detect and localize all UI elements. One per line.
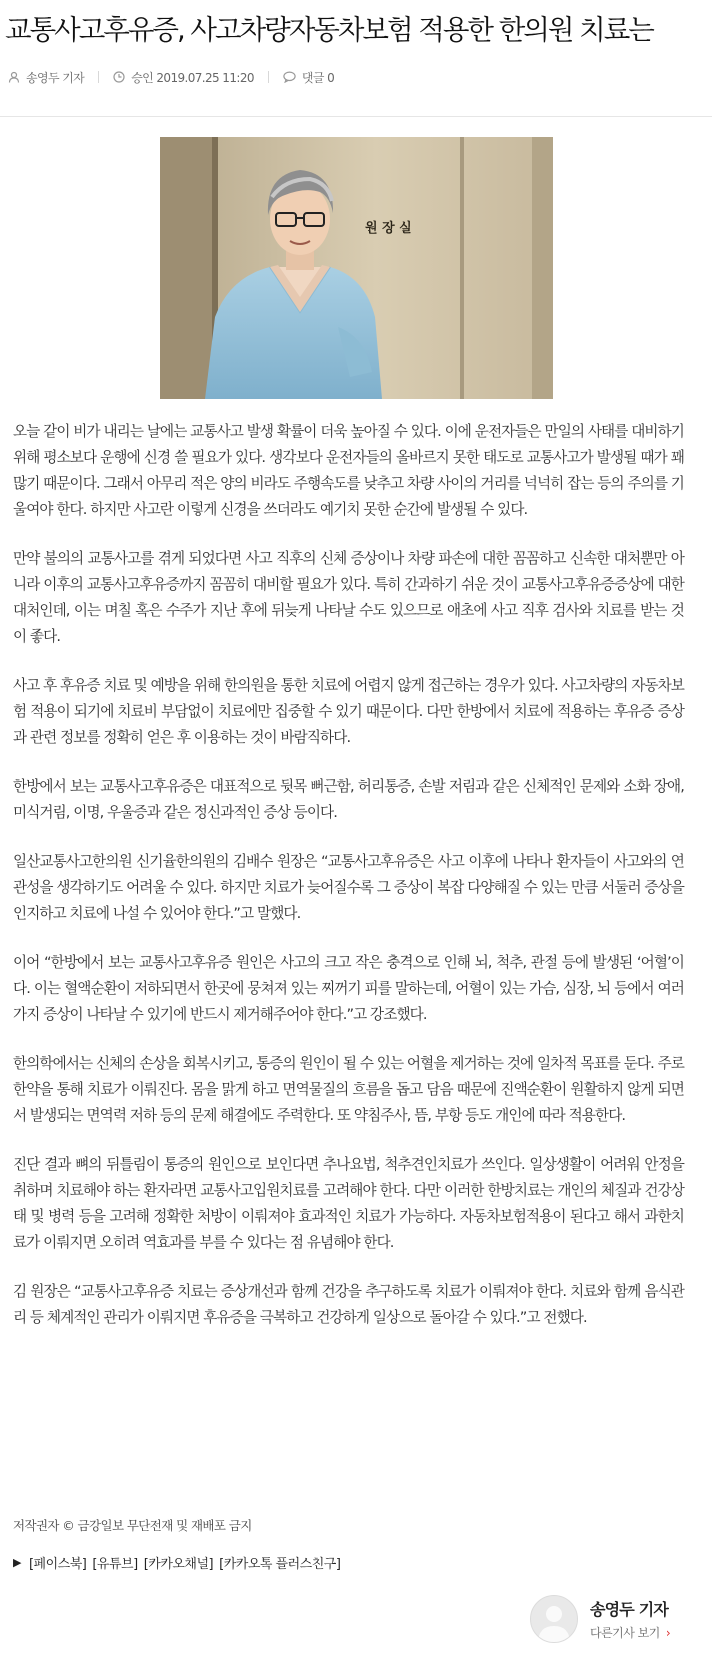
approved-meta [113, 69, 254, 86]
copyright-notice: 저작권자 © 금강일보 무단전재 및 재배포 금지 [13, 1518, 252, 1533]
meta-divider [98, 71, 99, 83]
article-body [13, 419, 684, 1354]
share-kakao-channel-link[interactable]: [카카오채널] [143, 1557, 214, 1572]
office-sign: 원 장 실 [365, 221, 412, 236]
article-paragraph: 이어 “한방에서 보는 교통사고후유증 원인은 사고의 크고 작은 충격으로 인해 뇌, 척추, 관절 등에 발생된 ‘어혈’이다. 이는 혈액순환이 저하되면서 한곳에 뭉쳐져 있는 찌꺼기 피를 말하는데, 어혈이 있는 가슴, 심장, 뇌 등에서 여러 가지 증상이 나타날 수 있기에 반드시 제거해주어야 한다.”고 강조했다. [13, 954, 684, 1023]
author-name[interactable]: 송영두 기자 [26, 70, 85, 85]
clock-icon [113, 71, 125, 83]
article-paragraph: 진단 결과 뼈의 뒤틀림이 통증의 원인으로 보인다면 추나요법, 척추견인치료가 쓰인다. 일상생활이 어려워 안정을 취하며 치료해야 하는 환자라면 교통사고입원치료를 고려해야 한다. 다만 이러한 한방치료는 개인의 체질과 건강상태 및 병력 등을 고려해 정확한 처방이 이뤄져야 효과적인 치료가 가능하다. 자동차보험적용이 된다고 해서 과한치료가 이뤄지면 오히려 역효과를 부를 수 있다는 점 유념해야 한다. [13, 1156, 684, 1251]
article-paragraph: 일산교통사고한의원 신기율한의원의 김배수 원장은 “교통사고후유증은 사고 이후에 나타나 환자들이 사고와의 연관성을 생각하기도 어려울 수 있다. 하지만 치료가 늦어질수록 그 증상이 복잡 다양해질 수 있는 만큼 서둘러 증상을 인지하고 치료에 나설 수 있어야 한다.”고 말했다. [13, 853, 684, 922]
comments-meta[interactable] [283, 69, 334, 86]
article-paragraph: 김 원장은 “교통사고후유증 치료는 증상개선과 함께 건강을 추구하도록 치료가 이뤄져야 한다. 치료와 함께 음식관리 등 체계적인 관리가 이뤄지면 후유증을 극복하고 건강하게 일상으로 돌아갈 수 있다.”고 전했다. [13, 1283, 684, 1326]
share-links [13, 1553, 346, 1572]
article-paragraph: 한의학에서는 신체의 손상을 회복시키고, 통증의 원인이 될 수 있는 어혈을 제거하는 것에 일차적 목표를 둔다. 주로 한약을 통해 치료가 이뤄진다. 몸을 맑게 하고 면역물질의 흐름을 돕고 담음 때문에 진액순환이 원활하지 않게 되면서 발생되는 면역력 저하 등의 문제 해결에도 주력한다. 또 약침주사, 뜸, 부항 등도 개인에 따라 적용한다. [13, 1055, 684, 1124]
reporter-name[interactable]: 송영두 기자 [590, 1600, 669, 1619]
article-paragraph: 만약 불의의 교통사고를 겪게 되었다면 사고 직후의 신체 증상이나 차량 파손에 대한 꼼꼼하고 신속한 대처뿐만 아니라 이후의 교통사고후유증까지 꼼꼼히 대비할 필요가 있다. 특히 간과하기 쉬운 것이 교통사고후유증증상에 대한 대처인데, 이는 며칠 혹은 수주가 지난 후에 뒤늦게 나타날 수도 있으므로 애초에 사고 직후 검사와 치료를 받는 것이 좋다. [13, 550, 684, 645]
default-avatar-icon [531, 1596, 577, 1642]
approved-time: 승인 2019.07.25 11:20 [131, 70, 254, 85]
share-facebook-link[interactable]: [페이스북] [28, 1557, 87, 1572]
chevron-right-icon: › [665, 1625, 671, 1640]
article-paragraph: 오늘 같이 비가 내리는 날에는 교통사고 발생 확률이 더욱 높아질 수 있다. 이에 운전자들은 만일의 사태를 대비하기 위해 평소보다 운행에 신경 쓸 필요가 있다. 생각보다 운전자들의 올바르지 못한 태도로 교통사고가 발생될 때가 꽤 많기 때문이다. 그래서 아무리 적은 양의 비라도 주행속도를 낮추고 차량 사이의 거리를 넉넉히 잡는 등의 주의를 기울여야 한다. 하지만 사고란 이렇게 신경을 쓰더라도 예기치 못한 순간에 발생될 수 있다. [13, 423, 684, 518]
user-icon [8, 71, 20, 83]
reporter-box [530, 1595, 670, 1643]
share-kakaotalk-plusfriend-link[interactable]: [카카오톡 플러스친구] [219, 1557, 341, 1572]
reporter-info [590, 1597, 670, 1641]
article-paragraph: 한방에서 보는 교통사고후유증은 대표적으로 뒷목 뻐근함, 허리통증, 손발 저림과 같은 신체적인 문제와 소화 장애, 미식거림, 이명, 우울증과 같은 정신과적인 증상 등이다. [13, 778, 684, 821]
comment-icon [283, 71, 296, 83]
article-title: 교통사고후유증, 사고차량자동차보험 적용한 한의원 치료는 [5, 14, 653, 46]
other-articles-label[interactable]: 다른기사 보기 [590, 1626, 660, 1640]
article-paragraph: 사고 후 후유증 치료 및 예방을 위해 한의원을 통한 치료에 어렵지 않게 접근하는 경우가 있다. 사고차량의 자동차보험 적용이 되기에 치료비 부담없이 치료에만 집중할 수 있기 때문이다. 다만 한방에서 치료에 적용하는 후유증 증상과 관련 정보를 정확히 얻은 후 이용하는 것이 바람직하다. [13, 677, 684, 746]
comment-count[interactable]: 댓글 0 [301, 70, 335, 85]
article-meta [8, 64, 334, 90]
article-photo [160, 137, 553, 399]
meta-divider [268, 71, 269, 83]
avatar[interactable] [530, 1595, 578, 1643]
play-triangle-icon: ▶ [13, 1556, 21, 1569]
author-meta [8, 69, 84, 86]
person-photo [160, 137, 553, 399]
other-articles-link[interactable] [590, 1624, 670, 1641]
header-divider [0, 116, 712, 117]
share-youtube-link[interactable]: [유튜브] [92, 1557, 138, 1572]
